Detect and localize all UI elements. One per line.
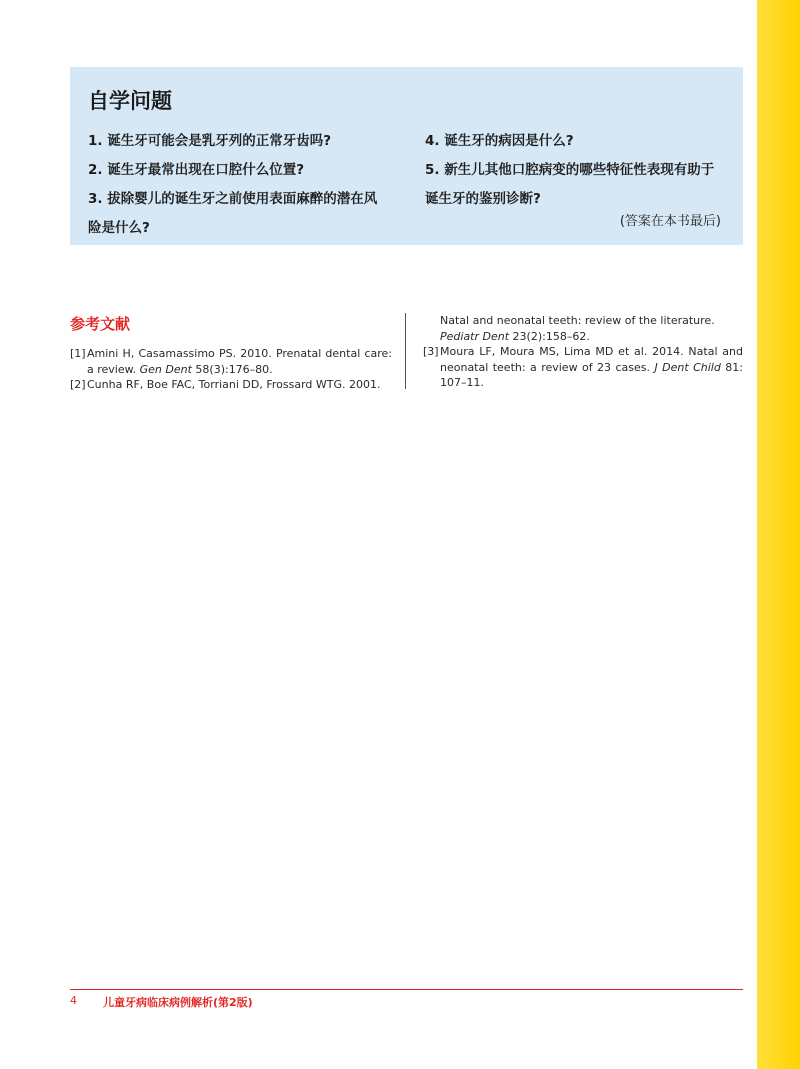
question-4: 4. 诞生牙的病因是什么? bbox=[425, 133, 574, 149]
question-1: 1. 诞生牙可能会是乳牙列的正常牙齿吗? bbox=[88, 133, 332, 149]
references-title: 参考文献 bbox=[70, 315, 131, 333]
right-edge-strip bbox=[757, 0, 800, 1069]
reference-number: [2] bbox=[70, 378, 86, 391]
question-3-cont: 险是什么? bbox=[88, 220, 150, 236]
self-study-box bbox=[70, 67, 743, 245]
footer-rule bbox=[70, 989, 743, 990]
column-divider bbox=[405, 313, 406, 389]
reference-journal: Gen Dent bbox=[139, 362, 192, 376]
self-study-title: 自学问题 bbox=[88, 89, 172, 113]
reference-continuation bbox=[440, 313, 743, 344]
reference-journal: Pediatr Dent bbox=[440, 329, 510, 343]
running-title: 儿童牙病临床病例解析(第2版) bbox=[103, 996, 253, 1009]
reference-authors: Amini H, Casamassimo PS. 2010. Prenatal dental care: a review. bbox=[87, 347, 392, 376]
reference-item bbox=[70, 377, 392, 393]
reference-authors: Cunha RF, Boe FAC, Torriani DD, Frossard WTG. 2001. bbox=[87, 378, 381, 391]
reference-volume: 81: 107–11. bbox=[440, 360, 744, 389]
reference-authors: Moura LF, Moura MS, Lima MD et al. 2014. Natal and neonatal teeth: a review of 23 cases. bbox=[440, 345, 743, 374]
question-5: 5. 新生儿其他口腔病变的哪些特征性表现有助于 bbox=[425, 162, 715, 178]
page-number: 4 bbox=[70, 994, 77, 1007]
question-2: 2. 诞生牙最常出现在口腔什么位置? bbox=[88, 162, 305, 178]
reference-text bbox=[87, 346, 392, 377]
reference-volume: 23(2):158–62. bbox=[509, 329, 590, 343]
reference-text bbox=[440, 344, 743, 391]
question-5-cont: 诞生牙的鉴别诊断? bbox=[425, 191, 541, 207]
reference-text bbox=[87, 377, 392, 393]
reference-number: [3] bbox=[423, 345, 439, 358]
reference-volume: 58(3):176–80. bbox=[191, 362, 273, 376]
reference-title: Natal and neonatal teeth: review of the literature. bbox=[440, 314, 715, 327]
questions-left-column bbox=[88, 127, 408, 243]
reference-number: [1] bbox=[70, 347, 86, 360]
reference-item bbox=[70, 346, 392, 378]
question-3: 3. 拔除婴儿的诞生牙之前使用表面麻醉的潜在风 bbox=[88, 191, 378, 207]
questions-right-column bbox=[425, 127, 725, 214]
reference-item bbox=[423, 344, 743, 390]
answer-note: (答案在本书最后) bbox=[619, 214, 721, 229]
reference-journal: J Dent Child bbox=[654, 360, 721, 374]
